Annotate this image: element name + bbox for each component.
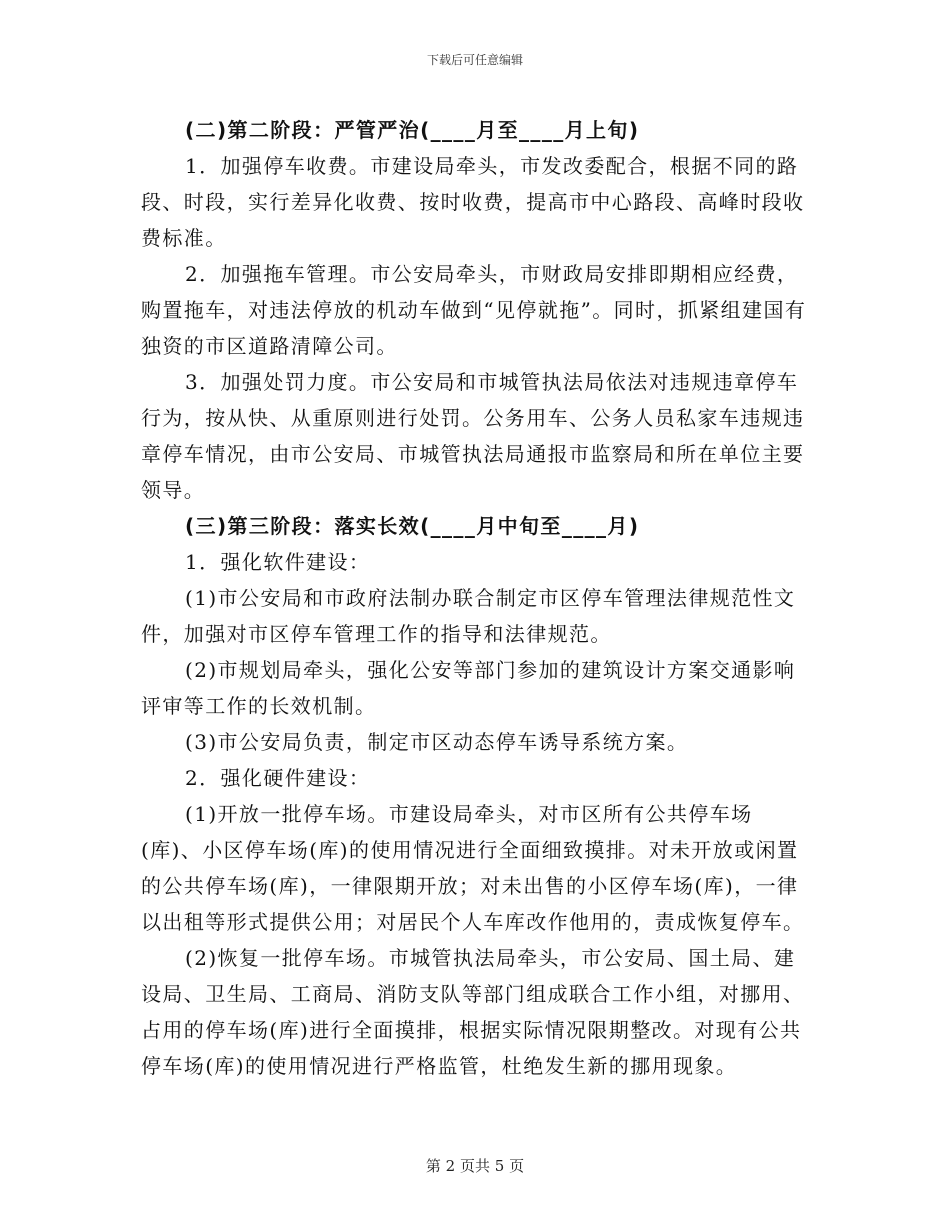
paragraph-software-1: (1)市公安局和市政府法制办联合制定市区停车管理法律规范性文件，加强对市区停车管理工作的指导和法律规范。 [141,586,796,646]
paragraph-parking-fees: 1．加强停车收费。市建设局牵头，市发改委配合，根据不同的路段、时段，实行差异化收费、按时收费，提高市中心路段、高峰时段收费标准。 [141,154,805,250]
section-heading-stage-3: (三)第三阶段：落实长效(____月中旬至____月) [185,514,640,538]
section-heading-stage-2: (二)第二阶段：严管严治(____月至____月上旬) [185,118,640,142]
paragraph-hardware-title: 2．强化硬件建设： [185,766,371,790]
page-header-note: 下载后可任意编辑 [426,53,523,67]
paragraph-hardware-2: (2)恢复一批停车场。市城管执法局牵头，市公安局、国土局、建设局、卫生局、工商局、消防支队等部门组成联合工作小组，对挪用、占用的停车场(库)进行全面摸排，根据实际情况限期整改。对现有公共停车场(库)的使用情况进行严格监管，杜绝发生新的挪用现象。 [141,946,805,1078]
paragraph-software-2: (2)市规划局牵头，强化公安等部门参加的建筑设计方案交通影响评审等工作的长效机制。 [141,658,796,718]
paragraph-penalties: 3．加强处罚力度。市公安局和市城管执法局依法对违规违章停车行为，按从快、从重原则进行处罚。公务用车、公务人员私家车违规违章停车情况，由市公安局、市城管执法局通报市监察局和所在单位主要领导。 [141,370,805,502]
paragraph-software-3: (3)市公安局负责，制定市区动态停车诱导系统方案。 [185,730,689,754]
paragraph-towing: 2．加强拖车管理。市公安局牵头，市财政局安排即期相应经费，购置拖车，对违法停放的机动车做到“见停就拖”。同时，抓紧组建国有独资的市区道路清障公司。 [141,262,807,358]
page-number: 第 2 页共 5 页 [425,1157,525,1175]
paragraph-software-title: 1．强化软件建设： [185,550,371,574]
paragraph-hardware-1: (1)开放一批停车场。市建设局牵头，对市区所有公共停车场(库)、小区停车场(库)的使用情况进行全面细致摸排。对未开放或闲置的公共停车场(库)，一律限期开放；对未出售的小区停车场(库)，一律以出租等形式提供公用；对居民个人车库改作他用的，责成恢复停车。 [141,802,805,934]
document-body [141,112,811,1084]
